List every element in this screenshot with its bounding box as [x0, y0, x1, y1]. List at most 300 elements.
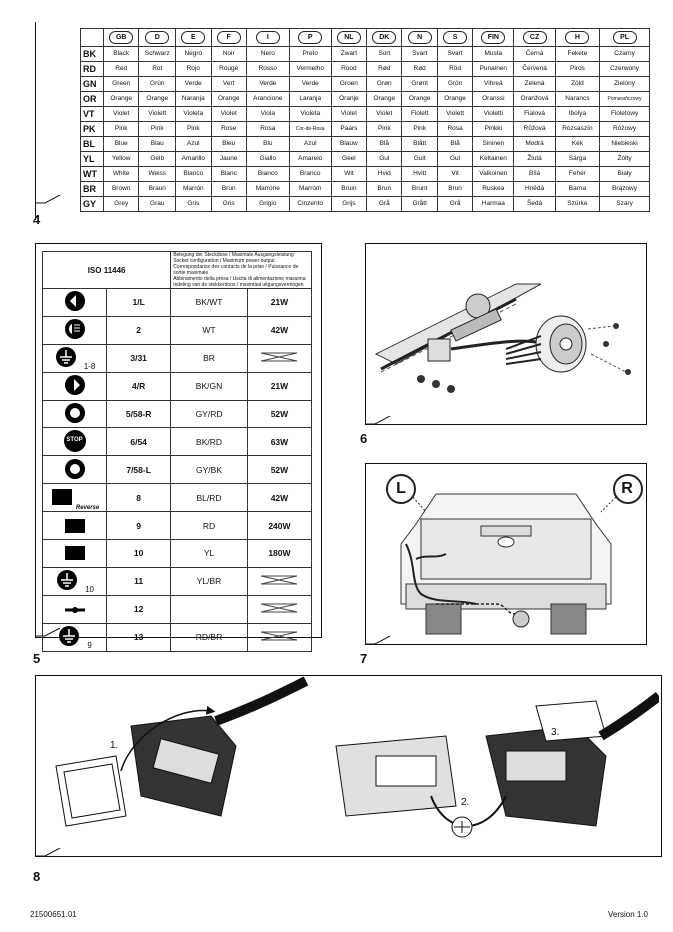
color-name: Viola — [246, 107, 289, 122]
color-name: Czarny — [600, 47, 650, 62]
color-code: YL — [81, 152, 104, 167]
color-name: Jaune — [211, 152, 246, 167]
power-rating: 42W — [247, 484, 311, 512]
wire-color: RD — [171, 512, 248, 540]
color-name: Blanco — [176, 167, 211, 182]
pin-icon-cell — [43, 316, 107, 344]
pin-icon-cell — [43, 540, 107, 568]
color-name: Szürke — [555, 197, 599, 212]
color-name: Weiss — [139, 167, 176, 182]
color-name: Grön — [437, 77, 472, 92]
color-name: Giallo — [246, 152, 289, 167]
country-code: GB — [109, 31, 133, 44]
color-name: Rosa — [437, 122, 472, 137]
color-name: Zwart — [331, 47, 366, 62]
pin-icon-cell — [43, 289, 107, 317]
power-rating — [247, 567, 311, 595]
color-name: Naranja — [176, 92, 211, 107]
wire-color: GY/RD — [171, 400, 248, 428]
desc-line: Abbinamento della presa / Uscita di alimentazione massima — [173, 276, 306, 282]
power-rating — [247, 595, 311, 623]
color-name: Green — [104, 77, 139, 92]
color-name: Violetti — [473, 107, 514, 122]
color-code: BL — [81, 137, 104, 152]
color-code: PK — [81, 122, 104, 137]
color-name: Fioletowy — [600, 107, 650, 122]
color-name: Ibolya — [555, 107, 599, 122]
color-name: Azul — [289, 137, 331, 152]
color-name: Violet — [367, 107, 402, 122]
color-name: Rosa — [246, 122, 289, 137]
color-name: Marrom — [289, 182, 331, 197]
pin-icon-cell — [43, 428, 107, 456]
color-row — [81, 62, 650, 77]
color-name: Wit — [331, 167, 366, 182]
left-indicator-icon — [63, 289, 87, 315]
color-name: Noir — [211, 47, 246, 62]
color-name: Laranja — [289, 92, 331, 107]
color-code: WT — [81, 167, 104, 182]
wire-color-table — [80, 28, 650, 212]
color-name: Violeta — [289, 107, 331, 122]
pin-number: 12 — [107, 595, 171, 623]
color-name: Zielony — [600, 77, 650, 92]
desc-line: Socket configuration / Maximum power output — [173, 258, 275, 264]
color-name: Rosso — [246, 62, 289, 77]
color-name: Pink — [139, 122, 176, 137]
left-side-label: L — [396, 480, 406, 497]
color-name: Oranssi — [473, 92, 514, 107]
color-name: Musta — [473, 47, 514, 62]
color-name: Violet — [331, 107, 366, 122]
pin-number: 9 — [107, 512, 171, 540]
pin-number: 6/54 — [107, 428, 171, 456]
color-name: Brun — [437, 182, 472, 197]
color-name: Grey — [104, 197, 139, 212]
color-name: Fialová — [514, 107, 555, 122]
color-name: Červená — [514, 62, 555, 77]
color-name: Keltainen — [473, 152, 514, 167]
not-applicable-mark — [259, 351, 299, 363]
color-name: Bleu — [211, 137, 246, 152]
color-row — [81, 182, 650, 197]
color-name: Oranžová — [514, 92, 555, 107]
desc-line: Indeling van de stekkerdoos / maximaal uitgangsvermogen — [173, 282, 304, 288]
pin-row — [43, 400, 312, 428]
country-code: CZ — [523, 31, 547, 44]
pin-row — [43, 456, 312, 484]
ground-icon — [57, 624, 81, 650]
pin-row — [43, 484, 312, 512]
battery-ignition-icon — [63, 540, 87, 566]
pin-row — [43, 316, 312, 344]
color-row — [81, 122, 650, 137]
color-name: Nero — [246, 47, 289, 62]
color-name: Niebieski — [600, 137, 650, 152]
color-name: Groen — [331, 77, 366, 92]
pin-row — [43, 567, 312, 595]
color-name: Rød — [402, 62, 437, 77]
power-rating: 21W — [247, 372, 311, 400]
color-name: Verde — [176, 77, 211, 92]
pin-icon-cell — [43, 400, 107, 428]
color-name: Pomarańczowy — [600, 92, 650, 107]
color-name: Sárga — [555, 152, 599, 167]
color-name: Blue — [104, 137, 139, 152]
iso-table-body — [43, 289, 312, 652]
power-rating — [247, 623, 311, 651]
color-name: Azul — [176, 137, 211, 152]
country-code: DK — [372, 31, 396, 44]
pin-icon-cell — [43, 567, 107, 595]
iso-socket-table — [42, 251, 312, 652]
country-code: FIN — [481, 31, 505, 44]
pin-number: 7/58-L — [107, 456, 171, 484]
color-name: Orange — [367, 92, 402, 107]
color-name: Braun — [139, 182, 176, 197]
color-name: Czerwony — [600, 62, 650, 77]
color-row — [81, 92, 650, 107]
color-name: Violet — [211, 107, 246, 122]
color-name: Amarelo — [289, 152, 331, 167]
desc-line: Correspondance des contacts de la prise / Puissance de sortie maximale — [173, 264, 299, 276]
color-name: Hnědá — [514, 182, 555, 197]
color-code: BR — [81, 182, 104, 197]
reverse-icon — [50, 485, 74, 511]
pin-icon-label: STOP — [66, 436, 83, 443]
color-name: Rose — [211, 122, 246, 137]
color-name: Bianco — [246, 167, 289, 182]
color-name: Violett — [139, 107, 176, 122]
stop-icon — [63, 429, 87, 455]
ground-icon — [54, 345, 78, 371]
power-rating: 240W — [247, 512, 311, 540]
color-name: Svart — [437, 47, 472, 62]
section-4-number: 4 — [33, 212, 41, 227]
color-name: Verde — [289, 77, 331, 92]
pin-icon-label: Reverse — [75, 504, 100, 511]
pin-number: 11 — [107, 567, 171, 595]
color-name: Brown — [104, 182, 139, 197]
color-name: Sort — [367, 47, 402, 62]
country-code: I — [256, 31, 280, 44]
corner-cell — [81, 29, 104, 47]
color-name: Pink — [104, 122, 139, 137]
pin-number: 10 — [107, 540, 171, 568]
color-name: Brun — [211, 182, 246, 197]
color-name: Punainen — [473, 62, 514, 77]
color-name: Kék — [555, 137, 599, 152]
country-code: H — [565, 31, 589, 44]
color-code: GY — [81, 197, 104, 212]
color-name: Szary — [600, 197, 650, 212]
color-name: Cinzento — [289, 197, 331, 212]
not-applicable-mark — [259, 602, 299, 614]
fog-light-icon — [63, 317, 87, 343]
pin-icon-cell — [43, 484, 107, 512]
color-name: Sininen — [473, 137, 514, 152]
color-name: Piros — [555, 62, 599, 77]
color-code: BK — [81, 47, 104, 62]
color-name: Grijs — [331, 197, 366, 212]
color-name: Harmaa — [473, 197, 514, 212]
color-name: Różowy — [600, 122, 650, 137]
power-rating: 42W — [247, 316, 311, 344]
color-name: Bílá — [514, 167, 555, 182]
wire-color: YL/BR — [171, 567, 248, 595]
pin-row — [43, 540, 312, 568]
color-name: Ruskea — [473, 182, 514, 197]
wire-color: BK/WT — [171, 289, 248, 317]
pin-row — [43, 289, 312, 317]
color-name: Růžová — [514, 122, 555, 137]
color-name: Grün — [139, 77, 176, 92]
pin-icon-cell — [43, 512, 107, 540]
color-name: Rød — [367, 62, 402, 77]
color-name: Blanc — [211, 167, 246, 182]
power-rating: 21W — [247, 289, 311, 317]
color-name: Grønt — [402, 77, 437, 92]
color-row — [81, 152, 650, 167]
color-name: Żółty — [600, 152, 650, 167]
step-1-label: 1. — [110, 740, 119, 751]
color-name: Vit — [437, 167, 472, 182]
color-name: Hvitt — [402, 167, 437, 182]
section-6-number: 6 — [360, 431, 368, 446]
color-name: Blu — [246, 137, 289, 152]
pin-icon-label: 10 — [85, 585, 94, 595]
color-name: Branco — [289, 167, 331, 182]
color-name: Rojo — [176, 62, 211, 77]
wire-color — [171, 595, 248, 623]
color-row — [81, 47, 650, 62]
color-name: Brunt — [402, 182, 437, 197]
color-name: Negro — [176, 47, 211, 62]
country-code: S — [443, 31, 467, 44]
pin-icon-cell — [43, 623, 107, 651]
color-name: Cor-de-Rosa — [289, 122, 331, 137]
color-name: Biały — [600, 167, 650, 182]
pin-icon-cell — [43, 595, 107, 623]
power-rating: 52W — [247, 456, 311, 484]
color-name: Violet — [104, 107, 139, 122]
pin-icon-cell — [43, 344, 107, 372]
pin-number: 2 — [107, 316, 171, 344]
position-light-icon — [63, 457, 87, 483]
pin-row — [43, 428, 312, 456]
power-rating: 180W — [247, 540, 311, 568]
color-name: Blå — [437, 137, 472, 152]
color-name: Violett — [437, 107, 472, 122]
color-name: Blått — [402, 137, 437, 152]
color-name: Blauw — [331, 137, 366, 152]
color-name: Rood — [331, 62, 366, 77]
color-name: Valkoinen — [473, 167, 514, 182]
color-name: Amarillo — [176, 152, 211, 167]
color-name: Arancione — [246, 92, 289, 107]
color-name: Gris — [176, 197, 211, 212]
pin-row — [43, 344, 312, 372]
power-rating — [247, 344, 311, 372]
wire-color: BL/RD — [171, 484, 248, 512]
color-name: Zöld — [555, 77, 599, 92]
color-name: Violeta — [176, 107, 211, 122]
color-name: Gul — [367, 152, 402, 167]
color-name: Schwarz — [139, 47, 176, 62]
ground-sense-icon — [63, 596, 87, 622]
color-name: Fiolett — [402, 107, 437, 122]
pin-number: 8 — [107, 484, 171, 512]
pin-icon-cell — [43, 372, 107, 400]
color-row — [81, 167, 650, 182]
ground-icon — [55, 568, 79, 594]
pin-number: 1/L — [107, 289, 171, 317]
color-name: Zelená — [514, 77, 555, 92]
wire-color: BR — [171, 344, 248, 372]
color-name: Marrón — [176, 182, 211, 197]
iso-title: ISO 11446 — [43, 252, 171, 289]
country-code: P — [298, 31, 322, 44]
section-4-corner — [35, 195, 75, 221]
pin-icon-label: 1-8 — [83, 362, 96, 372]
country-code: PL — [613, 31, 637, 44]
color-name: White — [104, 167, 139, 182]
color-name: Röd — [437, 62, 472, 77]
color-name: Verde — [246, 77, 289, 92]
desc-line: Belegung der Steckdose / Maximale Ausgangsleistung — [173, 252, 294, 258]
pin-row — [43, 372, 312, 400]
right-indicator-icon — [63, 373, 87, 399]
color-name: Grigio — [246, 197, 289, 212]
color-name: Barna — [555, 182, 599, 197]
color-row — [81, 77, 650, 92]
color-name: Preto — [289, 47, 331, 62]
color-name: Grå — [437, 197, 472, 212]
color-name: Geel — [331, 152, 366, 167]
color-name: Brun — [367, 182, 402, 197]
color-name: Rózsaszín — [555, 122, 599, 137]
color-name: Red — [104, 62, 139, 77]
color-name: Šedá — [514, 197, 555, 212]
color-name: Rouge — [211, 62, 246, 77]
pin-icon-label: 9 — [87, 641, 92, 651]
iso-description — [171, 252, 312, 289]
section-5-number: 5 — [33, 651, 41, 666]
connector-illustration — [36, 676, 659, 854]
pin-number: 13 — [107, 623, 171, 651]
wire-color: GY/BK — [171, 456, 248, 484]
color-name: Grøn — [367, 77, 402, 92]
color-name: Brązowy — [600, 182, 650, 197]
color-name: Orange — [211, 92, 246, 107]
section-7-number: 7 — [360, 651, 368, 666]
color-table-body — [81, 47, 650, 212]
power-rating: 63W — [247, 428, 311, 456]
position-light-icon — [63, 401, 87, 427]
power-rating: 52W — [247, 400, 311, 428]
color-name: Fehér — [555, 167, 599, 182]
pin-number: 4/R — [107, 372, 171, 400]
pin-row — [43, 595, 312, 623]
right-side-label: R — [621, 480, 633, 497]
color-code: VT — [81, 107, 104, 122]
color-name: Blå — [367, 137, 402, 152]
country-code: D — [145, 31, 169, 44]
towbar-wiring-illustration — [366, 244, 644, 422]
color-code: RD — [81, 62, 104, 77]
version-label: Version 1.0 — [607, 910, 648, 919]
color-row — [81, 137, 650, 152]
color-name: Orange — [104, 92, 139, 107]
pin-number: 5/58-R — [107, 400, 171, 428]
country-code: F — [217, 31, 241, 44]
color-name: Blau — [139, 137, 176, 152]
color-name: Gris — [211, 197, 246, 212]
color-name: Yellow — [104, 152, 139, 167]
color-name: Pink — [176, 122, 211, 137]
pin-row — [43, 512, 312, 540]
step-2-label: 2. — [461, 797, 470, 808]
doc-number: 21500651.01 — [30, 910, 77, 919]
color-name: Orange — [437, 92, 472, 107]
color-name: Grått — [402, 197, 437, 212]
country-code: E — [181, 31, 205, 44]
color-name: Černá — [514, 47, 555, 62]
color-code: OR — [81, 92, 104, 107]
section-8-number: 8 — [33, 869, 41, 884]
color-name: Oranje — [331, 92, 366, 107]
color-name: Vermelho — [289, 62, 331, 77]
color-row — [81, 197, 650, 212]
color-name: Gelb — [139, 152, 176, 167]
pin-number: 3/31 — [107, 344, 171, 372]
color-name: Vert — [211, 77, 246, 92]
color-name: Grå — [367, 197, 402, 212]
color-name: Hvid — [367, 167, 402, 182]
pin-row — [43, 623, 312, 651]
wire-color: WT — [171, 316, 248, 344]
color-name: Svart — [402, 47, 437, 62]
not-applicable-mark — [259, 574, 299, 586]
color-row — [81, 107, 650, 122]
wire-color: BK/GN — [171, 372, 248, 400]
color-name: Gul — [437, 152, 472, 167]
wire-color: YL — [171, 540, 248, 568]
not-applicable-mark — [259, 630, 299, 642]
wire-color: BK/RD — [171, 428, 248, 456]
wire-color: RD/BR — [171, 623, 248, 651]
color-code: GN — [81, 77, 104, 92]
color-name: Pink — [402, 122, 437, 137]
color-name: Grau — [139, 197, 176, 212]
color-name: Orange — [402, 92, 437, 107]
country-code: NL — [337, 31, 361, 44]
battery-charge-icon — [63, 513, 87, 539]
color-name: Vihreä — [473, 77, 514, 92]
color-name: Pinkki — [473, 122, 514, 137]
step-3-label: 3. — [551, 727, 560, 738]
color-name: Gult — [402, 152, 437, 167]
color-name: Narancs — [555, 92, 599, 107]
color-name: Black — [104, 47, 139, 62]
color-name: Bruin — [331, 182, 366, 197]
pin-icon-cell — [43, 456, 107, 484]
color-name: Paars — [331, 122, 366, 137]
color-name: Rot — [139, 62, 176, 77]
country-code: N — [408, 31, 432, 44]
color-name: Fekete — [555, 47, 599, 62]
color-name: Modrá — [514, 137, 555, 152]
